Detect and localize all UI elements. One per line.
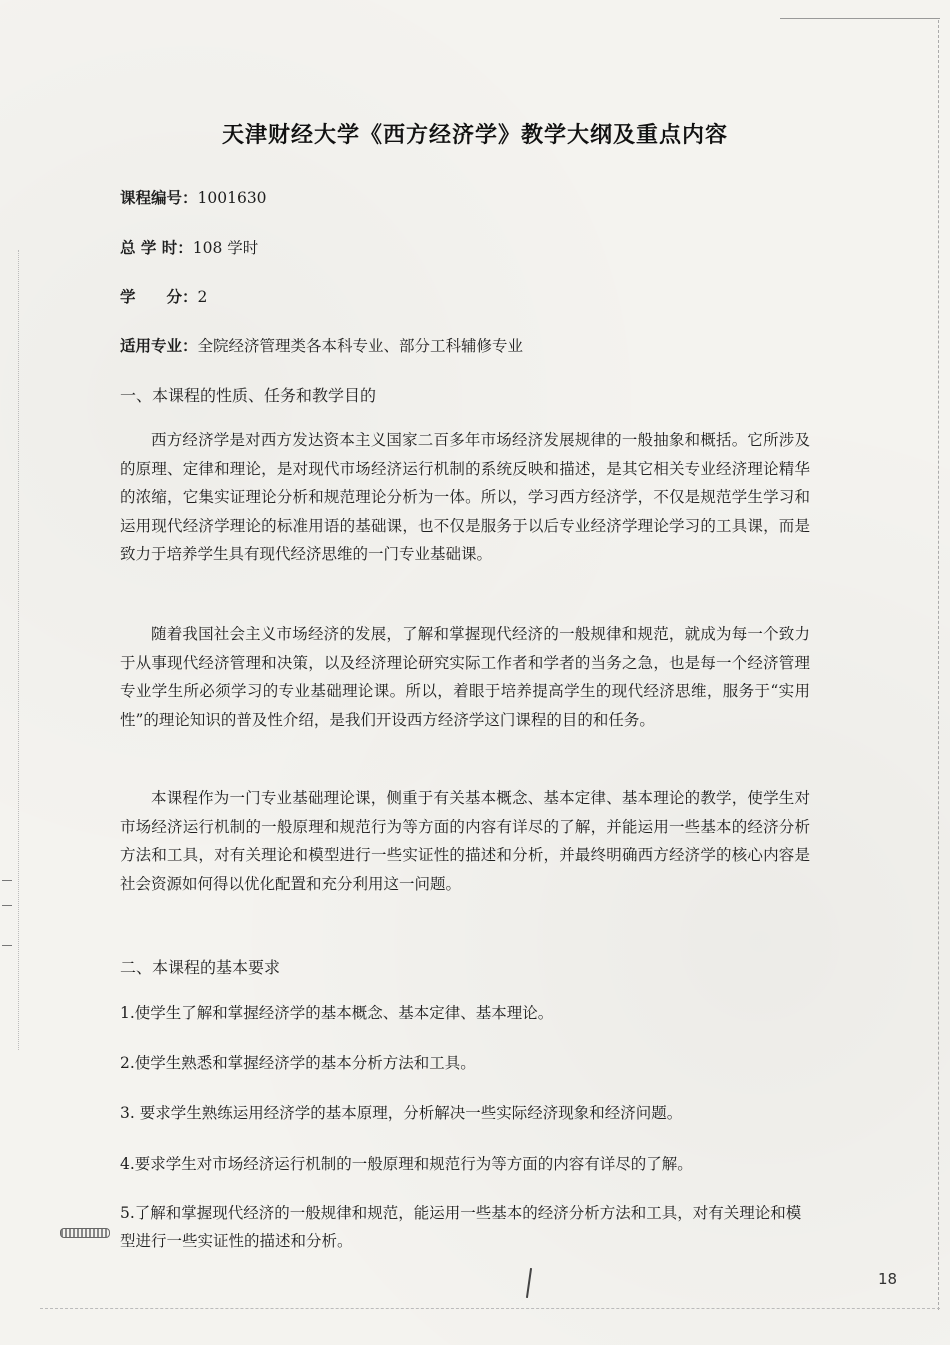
scan-edge-bottom: [40, 1308, 940, 1309]
credits-line: [120, 285, 207, 307]
list-item: 5.了解和掌握现代经济的一般规律和规范，能运用一些基本的经济分析方法和工具，对有关理论和模型进行一些实证性的描述和分析。: [120, 1204, 802, 1250]
section-heading: 二、本课程的基本要求: [120, 958, 281, 977]
scan-edge-top: [780, 18, 940, 19]
page-number: 18: [878, 1270, 898, 1288]
major-label: 适用专业：: [120, 336, 198, 355]
margin-tick: [2, 905, 12, 906]
pen-scribble: [60, 1228, 110, 1238]
paragraph: 本课程作为一门专业基础理论课，侧重于有关基本概念、基本定律、基本理论的教学，使学生对市场经济运行机制的一般原理和规范行为等方面的内容有详尽的了解，并能运用一些基本的经济分析方法和工具，对有关理论和模型进行一些实证性的描述和分析，并最终明确西方经济学的核心内容是社会资源如何得以优化配置和充分利用这一问题。: [120, 789, 810, 893]
hours-label: 总 学 时：: [120, 238, 193, 257]
scan-edge-right: [938, 20, 939, 1310]
course-code-line: [120, 186, 267, 208]
credits-value: 2: [197, 288, 208, 306]
pen-mark: [526, 1268, 532, 1298]
list-item: 4.要求学生对市场经济运行机制的一般原理和规范行为等方面的内容有详尽的了解。: [120, 1155, 693, 1173]
list-item: 1.使学生了解和掌握经济学的基本概念、基本定律、基本理论。: [120, 1004, 554, 1022]
margin-tick: [2, 880, 12, 881]
major-line: [120, 334, 523, 356]
list-item: 3. 要求学生熟练运用经济学的基本原理，分析解决一些实际经济现象和经济问题。: [120, 1104, 683, 1122]
margin-tick: [2, 945, 12, 946]
hours-line: [120, 236, 258, 258]
hours-value: 108 学时: [192, 239, 259, 257]
document-title: 天津财经大学《西方经济学》教学大纲及重点内容: [221, 122, 728, 148]
course-code-label: 课程编号：: [120, 188, 198, 207]
paragraph: 随着我国社会主义市场经济的发展，了解和掌握现代经济的一般规律和规范，就成为每一个致力于从事现代经济管理和决策，以及经济理论研究实际工作者和学者的当务之急，也是每一个经济管理专业学生所必须学习的专业基础理论课。所以，着眼于培养提高学生的现代经济思维，服务于“实用性”的理论知识的普及性介绍，是我们开设西方经济学这门课程的目的和任务。: [120, 625, 810, 729]
section-heading: 一、本课程的性质、任务和教学目的: [120, 386, 377, 405]
paragraph: 西方经济学是对西方发达资本主义国家二百多年市场经济发展规律的一般抽象和概括。它所涉及的原理、定律和理论，是对现代市场经济运行机制的系统反映和描述，是其它相关专业经济理论精华的浓缩，它集实证理论分析和规范理论分析为一体。所以，学习西方经济学，不仅是规范学生学习和运用现代经济学理论的标准用语的基础课，也不仅是服务于以后专业经济学理论学习的工具课，而是致力于培养学生具有现代经济思维的一门专业基础课。: [120, 431, 810, 563]
course-code-value: 1001630: [197, 189, 267, 207]
major-value: 全院经济管理类各本科专业、部分工科辅修专业: [197, 337, 524, 355]
credits-label: 学 分：: [120, 287, 198, 306]
scan-edge-left: [18, 250, 19, 1050]
list-item: 2.使学生熟悉和掌握经济学的基本分析方法和工具。: [120, 1054, 476, 1072]
